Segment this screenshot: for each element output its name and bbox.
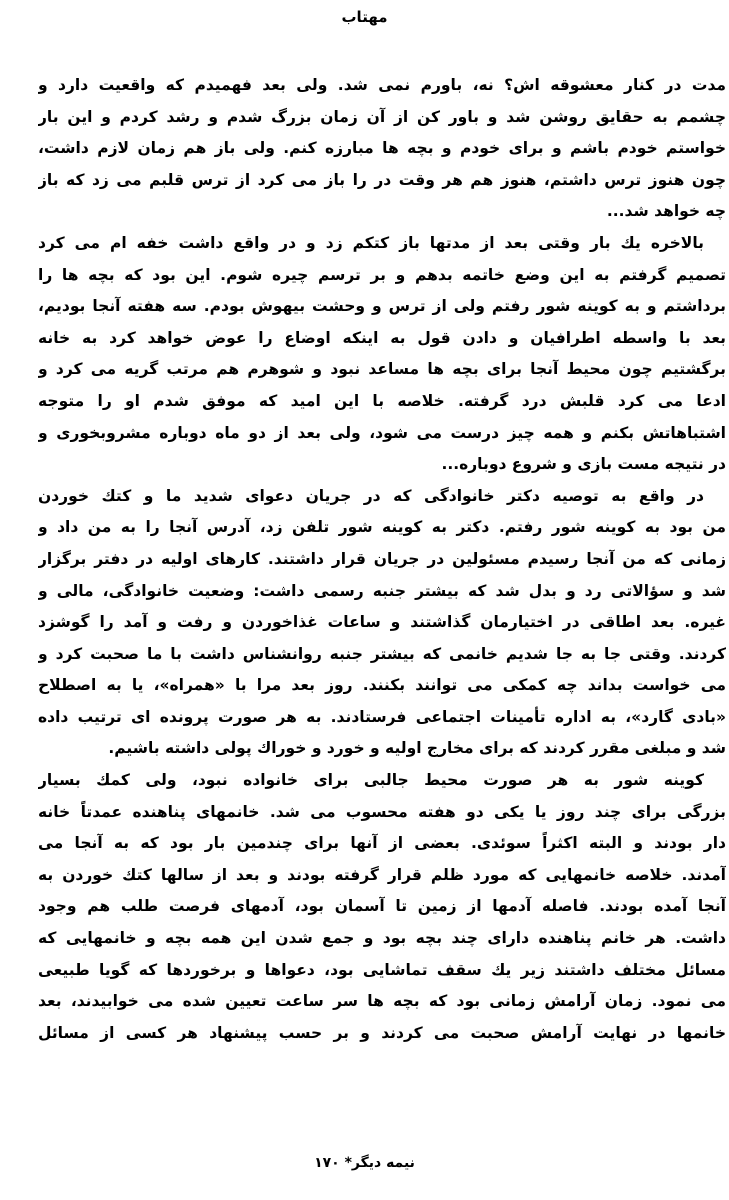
text-line: می نمود. زمان آرامش زمانی بود که بچه ها سر ساعت تعیین شده می خوابیدند، بعد (38, 992, 726, 1011)
text-line: اشتباهاتش بکنم و همه چیز درست می شود، ولی بعد از دو ماه دوباره مشروبخوری و (38, 423, 726, 442)
text-line: چون هنوز ترس داشتم، هنوز هم هر وقت در را باز می کرد از ترس قلبم می زد که باز (38, 170, 726, 189)
body-text (38, 70, 726, 1049)
text-line: می خواست بداند چه کمکی می توانند بکنند. روز بعد مرا با «همراه»، یا به اصطلاح (38, 676, 726, 695)
text-line: دار بودند و البته اکثراً سوئدی. بعضی از آنها برای چندمین بار بود که به آنجا می (38, 834, 726, 853)
text-line: بالاخره یك بار وقتی بعد از مدتها باز کتکم زد و در واقع داشت خفه ام می کرد (38, 233, 704, 252)
text-line: شد و سؤالاتی رد و بدل شد که بیشتر جنبه رسمی داشت: وضعیت خانوادگی، مالی و (38, 581, 726, 600)
text-line: در واقع به توصیه دکتر خانوادگی که در جریان دعوای شدید ما و کتك خوردن (38, 486, 704, 505)
running-header: مهتاب (341, 8, 388, 26)
text-line: برداشتم و به کوینه شور رفتم ولی از ترس و وحشت بیهوش بودم. سه هفته آنجا بودیم، (38, 297, 726, 316)
page-footer: نیمه دیگر* ۱۷۰ (314, 1155, 415, 1171)
text-line: در نتیجه مست بازی و شروع دوباره... (441, 455, 726, 474)
text-line: بعد با واسطه اطرافیان و دادن قول به اینکه اوضاع را عوض خواهد کرد به خانه (38, 328, 726, 347)
text-line: داشت. هر خانم پناهنده دارای چند بچه بود و جمع شدن این همه بچه و خانمهایی که (38, 929, 726, 948)
text-line: بزرگی برای چند روز یا یکی دو هفته محسوب می شد. خانمهای پناهنده عمدتاً خانه (38, 802, 726, 821)
text-line: چشمم به حقایق روشن شد و باور کن از آن زمان بزرگ شدم و رشد کردم و این بار (38, 107, 726, 126)
text-line: خواستم خودم باشم و برای خودم و بچه ها مبارزه کنم. ولی باز هم زمان لازم داشت، (38, 139, 726, 158)
text-line: کردند. وقتی جا به جا شدیم خانمی که بیشتر جنبه روانشناس داشت با ما صحبت کرد و (38, 644, 726, 663)
text-line: کوینه شور به هر صورت محیط جالبی برای خانواده نبود، ولی کمك بسیار (38, 771, 704, 790)
text-line: شد و مبلغی مقرر کردند که برای مخارج اولیه و خورد و خوراك پولی داشته باشیم. (108, 739, 726, 758)
text-line: «بادی گارد»، به اداره تأمینات اجتماعی فرستادند. به هر صورت پرونده ای ترتیب داده (38, 707, 726, 726)
text-line: ادعا می کرد قلبش درد گرفته. خلاصه با این امید که موفق شدم او را متوجه (38, 391, 726, 410)
text-line: زمانی که من آنجا رسیدم مسئولین در جریان قرار داشتند. کارهای اولیه در دفتر برگزار (38, 549, 726, 568)
text-line: من بود به کوینه شور رفتم. دکتر به کوینه شور تلفن زد، آدرس آنجا را به من داد و (38, 518, 726, 537)
text-line: آنجا آمده بودند. فاصله آدمها از زمین تا آسمان بود، آدمهای فرصت طلب هم وجود (38, 897, 726, 916)
text-line: خانمها در نهایت آرامش صحبت می کردند و بر حسب پیشنهاد هر کسی از مسائل (38, 1023, 726, 1042)
text-line: تصمیم گرفتم به این وضع خاتمه بدهم و بر ترسم چیره شوم. این بود که بچه ها را (38, 265, 726, 284)
text-line: آمدند. خلاصه خانمهایی که مورد ظلم قرار گرفته بودند و بعد از سالها کتك خوردن به (38, 865, 726, 884)
text-line: برگشتیم چون محیط آنجا برای بچه ها مساعد نبود و شوهرم هم مرتب گریه می کرد و (38, 360, 726, 379)
text-line: چه خواهد شد... (606, 202, 726, 221)
text-line: غیره. بعد اطاقی در اختیارمان گذاشتند و ساعات غذاخوردن و رفت و آمد را گوشزد (38, 613, 726, 632)
text-line: مسائل مختلف داشتند زیر یك سقف تماشایی بود، دعواها و برخوردها که گویا طبیعی (38, 960, 726, 979)
text-line: مدت در کنار معشوقه اش؟ نه، باورم نمی شد. ولی بعد فهمیدم که واقعیت دارد و (38, 76, 726, 94)
